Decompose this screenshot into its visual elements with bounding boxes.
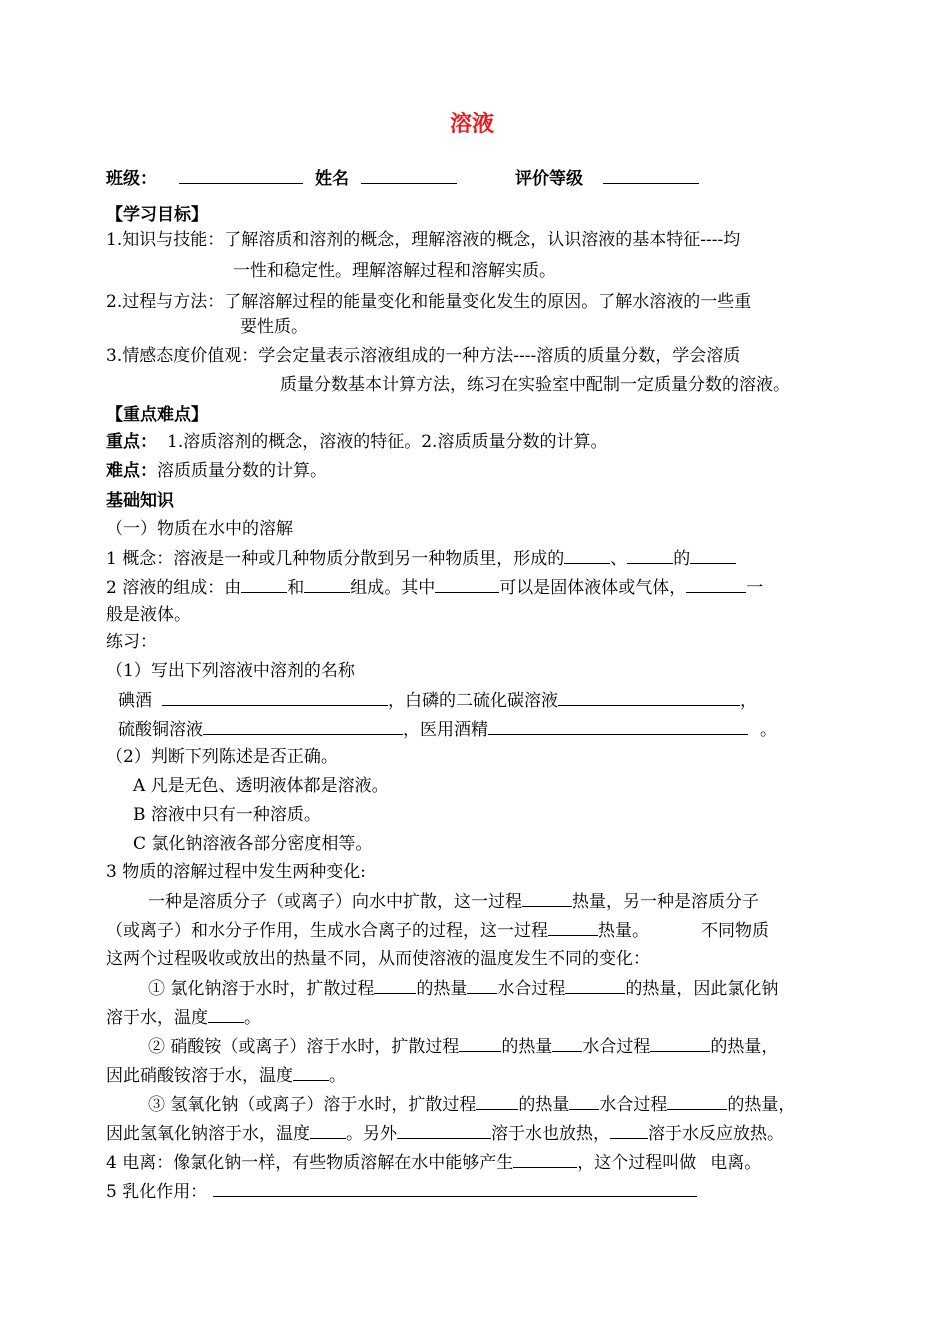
c3-text-8: 溶于水反应放热。	[648, 1124, 784, 1144]
c2-text-6: 。	[329, 1066, 346, 1086]
objective-1-line-2: 一性和稳定性。理解溶解过程和溶解实质。	[233, 261, 556, 281]
s3-text-5: 不同物质	[701, 921, 769, 941]
s3-text-1: 一种是溶质分子（或离子）向水中扩散，这一过程	[148, 892, 522, 912]
c1-text-3: 水合过程	[497, 979, 566, 999]
s5-blank[interactable]	[213, 1180, 697, 1197]
page-title: 溶液	[450, 112, 495, 137]
focus-text: 1.溶质溶剂的概念，溶液的特征。2.溶质质量分数的计算。	[167, 432, 608, 452]
case-1-line-2	[106, 1006, 261, 1029]
c3-text-2: 的热量	[518, 1095, 570, 1115]
alcohol-blank[interactable]	[488, 718, 748, 735]
composition-line-2: 般是液体。	[106, 605, 191, 625]
practice-1-line-1	[118, 689, 757, 712]
case-3-line-2	[106, 1122, 784, 1145]
case-1-line-1	[148, 977, 778, 1000]
c3-text-5: 因此氢氧化钠溶于水，温度	[106, 1124, 310, 1144]
section-3-line-2	[106, 919, 769, 942]
c3-text-7: 溶于水也放热，	[491, 1124, 610, 1144]
composition-line	[106, 576, 763, 599]
composition-text-5: 一	[746, 578, 764, 598]
objectives-heading: 【学习目标】	[106, 205, 208, 225]
objective-2-line-1: 2.过程与方法：了解溶解过程的能量变化和能量变化发生的原因。了解水溶液的一些重	[106, 292, 752, 312]
statement-c: C 氯化钠溶液各部分密度相等。	[133, 834, 373, 854]
header-row	[106, 167, 699, 190]
section-4-line	[106, 1151, 761, 1174]
practice-1-line-2	[118, 718, 777, 741]
copper-sulfate-label: 硫酸铜溶液	[118, 720, 203, 740]
name-blank[interactable]	[361, 167, 457, 184]
copper-sulfate-blank[interactable]	[203, 718, 403, 735]
comma: ，	[740, 691, 757, 711]
section-3-heading: 3 物质的溶解过程中发生两种变化:	[106, 862, 366, 882]
grade-label: 评价等级	[515, 169, 583, 189]
section-3-line-3: 这两个过程吸收或放出的热量不同，从而使溶液的温度发生不同的变化：	[106, 949, 650, 969]
concept-line	[106, 547, 736, 570]
name-label: 姓名	[315, 169, 349, 189]
case-2-line-2	[106, 1064, 346, 1087]
focus-line	[106, 431, 607, 453]
c2-text-2: 的热量	[501, 1037, 553, 1057]
case-3-line-1	[148, 1093, 795, 1116]
c3-blank-3[interactable]	[667, 1093, 727, 1110]
c1-blank-3[interactable]	[565, 977, 625, 994]
c2-blank-2[interactable]	[552, 1035, 582, 1052]
c3-blank-4[interactable]	[310, 1122, 346, 1139]
basics-heading: 基础知识	[106, 491, 174, 511]
c1-blank-4[interactable]	[208, 1006, 244, 1023]
c3-blank-5[interactable]	[397, 1122, 491, 1139]
objective-2-line-2: 要性质。	[240, 317, 308, 337]
section-1-heading: （一）物质在水中的溶解	[106, 519, 293, 539]
c2-text-5: 因此硝酸铵溶于水，温度	[106, 1066, 293, 1086]
composition-text-4: 可以是固体液体或气体，	[499, 578, 687, 598]
case-2-line-1	[148, 1035, 778, 1058]
period: 。	[760, 720, 777, 740]
c3-blank-6[interactable]	[610, 1122, 648, 1139]
composition-blank-4[interactable]	[686, 576, 746, 593]
c2-blank-3[interactable]	[650, 1035, 710, 1052]
class-blank[interactable]	[179, 167, 303, 184]
composition-text-3: 组成。其中	[350, 578, 436, 598]
c3-text-6: 。另外	[346, 1124, 397, 1144]
c3-blank-2[interactable]	[569, 1093, 599, 1110]
c1-blank-1[interactable]	[374, 977, 416, 994]
s5-text: 5 乳化作用：	[106, 1182, 208, 1202]
c2-text-4: 的热量，	[710, 1037, 779, 1057]
c2-blank-1[interactable]	[459, 1035, 501, 1052]
c3-text-1: ③ 氢氧化钠（或离子）溶于水时，扩散过程	[148, 1095, 477, 1115]
focus-label: 重点：	[106, 432, 157, 452]
s3-text-2: 热量，另一种是溶质分子	[572, 892, 759, 912]
key-points-heading: 【重点难点】	[106, 405, 208, 425]
difficulty-line	[106, 460, 327, 482]
s4-blank[interactable]	[513, 1151, 577, 1168]
c2-text-3: 水合过程	[582, 1037, 651, 1057]
section-3-line-1	[148, 890, 759, 913]
difficulty-text: 溶质质量分数的计算。	[157, 461, 327, 481]
alcohol-label: ，医用酒精	[403, 720, 488, 740]
c2-text-1: ② 硝酸铵（或离子）溶于水时，扩散过程	[148, 1037, 460, 1057]
s4-text-3: 电离。	[710, 1153, 762, 1173]
s4-text-2: ，这个过程叫做	[577, 1153, 697, 1173]
s3-blank-1[interactable]	[522, 890, 572, 907]
section-5-line	[106, 1180, 697, 1203]
practice-2-heading: （2）判断下列陈述是否正确。	[106, 747, 338, 767]
phosphorus-label: ，白磷的二硫化碳溶液	[388, 691, 558, 711]
concept-sep: 、	[610, 549, 628, 569]
concept-blank-3[interactable]	[690, 547, 736, 564]
s3-text-4: 热量。	[598, 921, 649, 941]
composition-text-1: 2 溶液的组成：由	[106, 578, 242, 598]
c3-blank-1[interactable]	[476, 1093, 518, 1110]
c1-blank-2[interactable]	[467, 977, 497, 994]
iodine-blank[interactable]	[162, 689, 388, 706]
iodine-label: 碘酒	[118, 691, 152, 711]
objective-1-line-1: 1.知识与技能：了解溶质和溶剂的概念，理解溶液的概念，认识溶液的基本特征----均	[106, 230, 741, 250]
statement-b: B 溶液中只有一种溶质。	[133, 805, 321, 825]
concept-of: 的	[673, 549, 691, 569]
c2-blank-4[interactable]	[293, 1064, 329, 1081]
c3-text-4: 的热量，	[727, 1095, 796, 1115]
s4-text-1: 4 电离：像氯化钠一样，有些物质溶解在水中能够产生	[106, 1153, 514, 1173]
c1-text-6: 。	[244, 1008, 261, 1028]
concept-text: 1 概念：溶液是一种或几种物质分散到另一种物质里，形成的	[106, 549, 565, 569]
class-label: 班级：	[106, 169, 157, 189]
c1-text-4: 的热量，因此氯化钠	[625, 979, 779, 999]
difficulty-label: 难点：	[106, 461, 157, 481]
s3-blank-2[interactable]	[548, 919, 598, 936]
practice-label: 练习：	[106, 632, 157, 652]
practice-1-heading: （1）写出下列溶液中溶剂的名称	[106, 661, 355, 681]
statement-a: A 凡是无色、透明液体都是溶液。	[133, 776, 389, 796]
c1-text-2: 的热量	[416, 979, 468, 999]
c3-text-3: 水合过程	[599, 1095, 668, 1115]
composition-text-2: 和	[287, 578, 305, 598]
concept-blank-2[interactable]	[627, 547, 673, 564]
s3-text-3: （或离子）和水分子作用，生成水合离子的过程，这一过程	[106, 921, 548, 941]
composition-blank-2[interactable]	[304, 576, 350, 593]
objective-3-line-2: 质量分数基本计算方法，练习在实验室中配制一定质量分数的溶液。	[280, 375, 790, 395]
c1-text-5: 溶于水，温度	[106, 1008, 208, 1028]
grade-blank[interactable]	[603, 167, 699, 184]
phosphorus-blank[interactable]	[558, 689, 740, 706]
composition-blank-3[interactable]	[435, 576, 499, 593]
concept-blank-1[interactable]	[564, 547, 610, 564]
objective-3-line-1: 3.情感态度价值观：学会定量表示溶液组成的一种方法----溶质的质量分数，学会溶质	[106, 346, 741, 366]
c1-text-1: ① 氯化钠溶于水时，扩散过程	[148, 979, 375, 999]
composition-blank-1[interactable]	[241, 576, 287, 593]
